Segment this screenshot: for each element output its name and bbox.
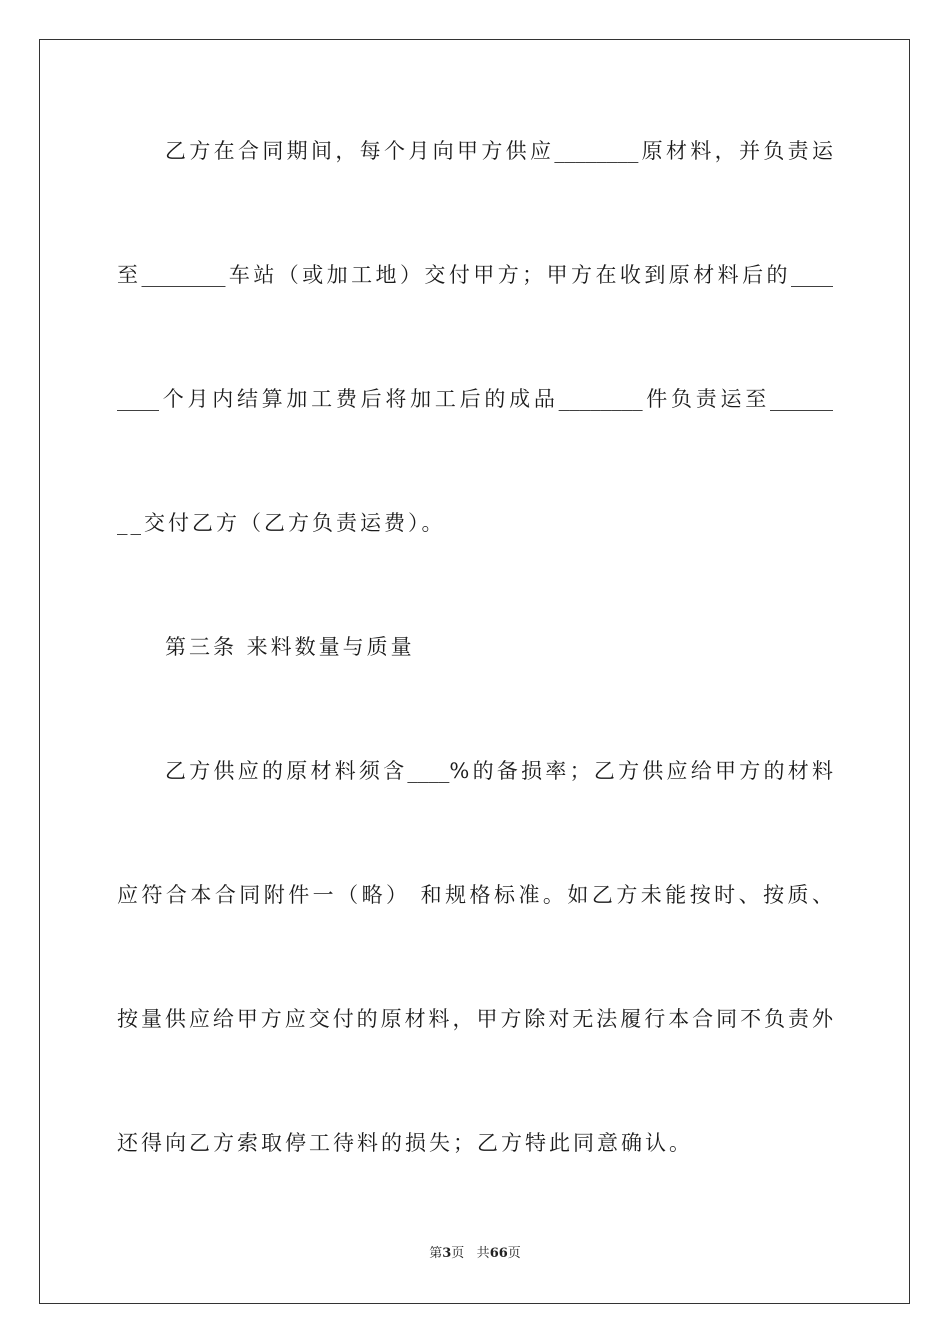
paragraph-line-3: ____个月内结算加工费后将加工后的成品________件负责运至______ — [117, 387, 833, 411]
paragraph-line-6: 应符合本合同附件一（略） 和规格标准。如乙方未能按时、按质、 — [117, 883, 833, 907]
total-prefix: 共 — [476, 1246, 490, 1261]
paragraph-line-7: 按量供应给甲方应交付的原材料，甲方除对无法履行本合同不负责外 — [117, 1007, 833, 1031]
total-pages: 66 — [489, 1246, 508, 1261]
paragraph-line-4: __交付乙方（乙方负责运费）。 — [117, 511, 446, 535]
total-suffix: 页 — [507, 1246, 521, 1261]
section-heading: 第三条 来料数量与质量 — [165, 635, 415, 659]
page-number: 3 — [442, 1246, 452, 1261]
page-prefix: 第 — [429, 1246, 443, 1261]
page-suffix: 页 — [451, 1246, 465, 1261]
paragraph-line-2: 至________车站（或加工地）交付甲方；甲方在收到原材料后的____ — [117, 263, 833, 287]
paragraph-line-5: 乙方供应的原材料须含____%的备损率；乙方供应给甲方的材料 — [165, 759, 833, 783]
page-footer — [0, 1246, 950, 1262]
paragraph-line-1: 乙方在合同期间，每个月向甲方供应________原材料，并负责运 — [165, 139, 833, 163]
paragraph-line-8: 还得向乙方索取停工待料的损失；乙方特此同意确认。 — [117, 1131, 693, 1155]
page-frame — [39, 39, 910, 1304]
